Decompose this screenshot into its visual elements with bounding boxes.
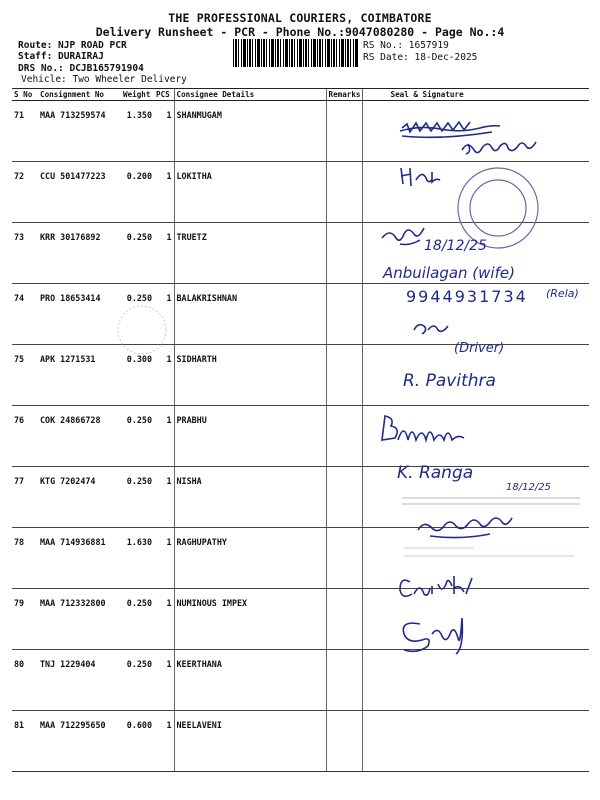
- table-row: [12, 589, 589, 650]
- col-header-signature: Seal & Signature: [362, 89, 589, 101]
- consignment-cell: COK 24866728: [38, 406, 96, 467]
- signature-cell: [362, 650, 589, 711]
- remarks-cell: [326, 284, 362, 345]
- route-text: Route: NJP ROAD PCR: [18, 40, 127, 51]
- pcs-cell: 1: [154, 467, 174, 528]
- consignee-cell: SIDHARTH: [174, 345, 326, 406]
- pcs-cell: 1: [154, 650, 174, 711]
- col-header-consignee: Consignee Details: [174, 89, 326, 101]
- drs-number: DRS No.: DCJB165791904: [18, 63, 144, 74]
- consignment-cell: APK 1271531: [38, 345, 96, 406]
- weight-cell: 0.250: [96, 284, 154, 345]
- sno-cell: 71: [12, 101, 38, 162]
- staff-text: Staff: DURAIRAJ: [18, 51, 104, 62]
- weight-cell: 0.300: [96, 345, 154, 406]
- table-row: [12, 711, 589, 772]
- table-row: [12, 101, 589, 162]
- vehicle-text: Vehicle: Two Wheeler Delivery: [21, 74, 187, 85]
- weight-cell: 0.250: [96, 589, 154, 650]
- row73-handwritten-date: 18/12/25: [424, 238, 487, 254]
- consignee-cell: NISHA: [174, 467, 326, 528]
- pcs-cell: 1: [154, 162, 174, 223]
- consignee-cell: BALAKRISHNAN: [174, 284, 326, 345]
- sno-cell: 80: [12, 650, 38, 711]
- table-header-row: [12, 89, 589, 101]
- remarks-cell: [326, 162, 362, 223]
- sno-cell: 77: [12, 467, 38, 528]
- pcs-cell: 1: [154, 711, 174, 772]
- barcode-image: [233, 39, 359, 67]
- consignee-cell: RAGHUPATHY: [174, 528, 326, 589]
- sno-cell: 81: [12, 711, 38, 772]
- pcs-cell: 1: [154, 223, 174, 284]
- rs-number: RS No.: 1657919: [363, 40, 449, 51]
- remarks-cell: [326, 589, 362, 650]
- weight-cell: 0.250: [96, 406, 154, 467]
- weight-cell: 0.200: [96, 162, 154, 223]
- pcs-cell: 1: [154, 406, 174, 467]
- delivery-table: [12, 88, 589, 772]
- row76-handwritten-sig: R. Pavithra: [403, 371, 496, 391]
- consignment-cell: TNJ 1229404: [38, 650, 96, 711]
- consignee-cell: SHANMUGAM: [174, 101, 326, 162]
- table-row: [12, 223, 589, 284]
- table-row: [12, 162, 589, 223]
- remarks-cell: [326, 101, 362, 162]
- consignment-cell: MAA 713259574: [38, 101, 96, 162]
- remarks-cell: [326, 467, 362, 528]
- row78-handwritten-date: 18/12/25: [506, 482, 551, 493]
- consignment-cell: PRO 18653414: [38, 284, 96, 345]
- weight-cell: 0.600: [96, 711, 154, 772]
- sno-cell: 75: [12, 345, 38, 406]
- consignee-cell: TRUETZ: [174, 223, 326, 284]
- consignee-cell: LOKITHA: [174, 162, 326, 223]
- consignment-cell: MAA 712332800: [38, 589, 96, 650]
- col-header-consignment: Consignment No: [40, 90, 105, 99]
- weight-cell: 1.350: [96, 101, 154, 162]
- remarks-cell: [326, 406, 362, 467]
- signature-cell: [362, 589, 589, 650]
- signature-cell: [362, 345, 589, 406]
- consignment-cell: MAA 714936881: [38, 528, 96, 589]
- weight-cell: 0.250: [96, 650, 154, 711]
- row74-handwritten-note: (Rela): [546, 287, 579, 300]
- signature-cell: [362, 284, 589, 345]
- sno-cell: 76: [12, 406, 38, 467]
- consignee-cell: PRABHU: [174, 406, 326, 467]
- remarks-cell: [326, 650, 362, 711]
- signature-cell: [362, 528, 589, 589]
- row74-handwritten-phone: 9944931734: [406, 287, 528, 306]
- consignment-cell: MAA 712295650: [38, 711, 96, 772]
- remarks-cell: [326, 528, 362, 589]
- consignee-cell: KEERTHANA: [174, 650, 326, 711]
- sno-cell: 78: [12, 528, 38, 589]
- consignment-cell: KRR 30176892: [38, 223, 96, 284]
- pcs-cell: 1: [154, 101, 174, 162]
- runsheet-title: Delivery Runsheet - PCR - Phone No.:9047080280 - Page No.:4: [95, 25, 505, 39]
- table-row: [12, 467, 589, 528]
- consignment-cell: KTG 7202474: [38, 467, 96, 528]
- sno-cell: 74: [12, 284, 38, 345]
- weight-cell: 0.250: [96, 467, 154, 528]
- consignment-cell: CCU 501477223: [38, 162, 96, 223]
- weight-cell: 1.630: [96, 528, 154, 589]
- signature-cell: [362, 406, 589, 467]
- sno-cell: 72: [12, 162, 38, 223]
- table-row: [12, 650, 589, 711]
- col-header-sno: S No: [12, 89, 38, 101]
- pcs-cell: 1: [154, 345, 174, 406]
- signature-cell: [362, 162, 589, 223]
- weight-cell: 0.250: [96, 223, 154, 284]
- row75-handwritten-note: (Driver): [454, 341, 505, 356]
- col-header-weight: Weight: [96, 89, 154, 101]
- pcs-cell: 1: [154, 589, 174, 650]
- table-row: [12, 284, 589, 345]
- row74-handwritten-name: Anbuilagan (wife): [383, 264, 515, 282]
- company-title: THE PROFESSIONAL COURIERS, COIMBATORE: [168, 11, 432, 25]
- table-row: [12, 345, 589, 406]
- table-row: [12, 528, 589, 589]
- signature-cell: [362, 711, 589, 772]
- consignee-cell: NEELAVENI: [174, 711, 326, 772]
- pcs-cell: 1: [154, 284, 174, 345]
- col-header-pcs: PCS: [154, 89, 174, 101]
- sno-cell: 79: [12, 589, 38, 650]
- signature-cell: [362, 223, 589, 284]
- remarks-cell: [326, 223, 362, 284]
- pcs-cell: 1: [154, 528, 174, 589]
- rs-date: RS Date: 18-Dec-2025: [363, 52, 478, 63]
- remarks-cell: [326, 711, 362, 772]
- table-row: [12, 406, 589, 467]
- row78-handwritten-sig: K. Ranga: [397, 463, 474, 483]
- signature-cell: [362, 101, 589, 162]
- remarks-cell: [326, 345, 362, 406]
- sno-cell: 73: [12, 223, 38, 284]
- signature-cell: [362, 467, 589, 528]
- consignee-cell: NUMINOUS IMPEX: [174, 589, 326, 650]
- col-header-remarks: Remarks: [326, 89, 362, 101]
